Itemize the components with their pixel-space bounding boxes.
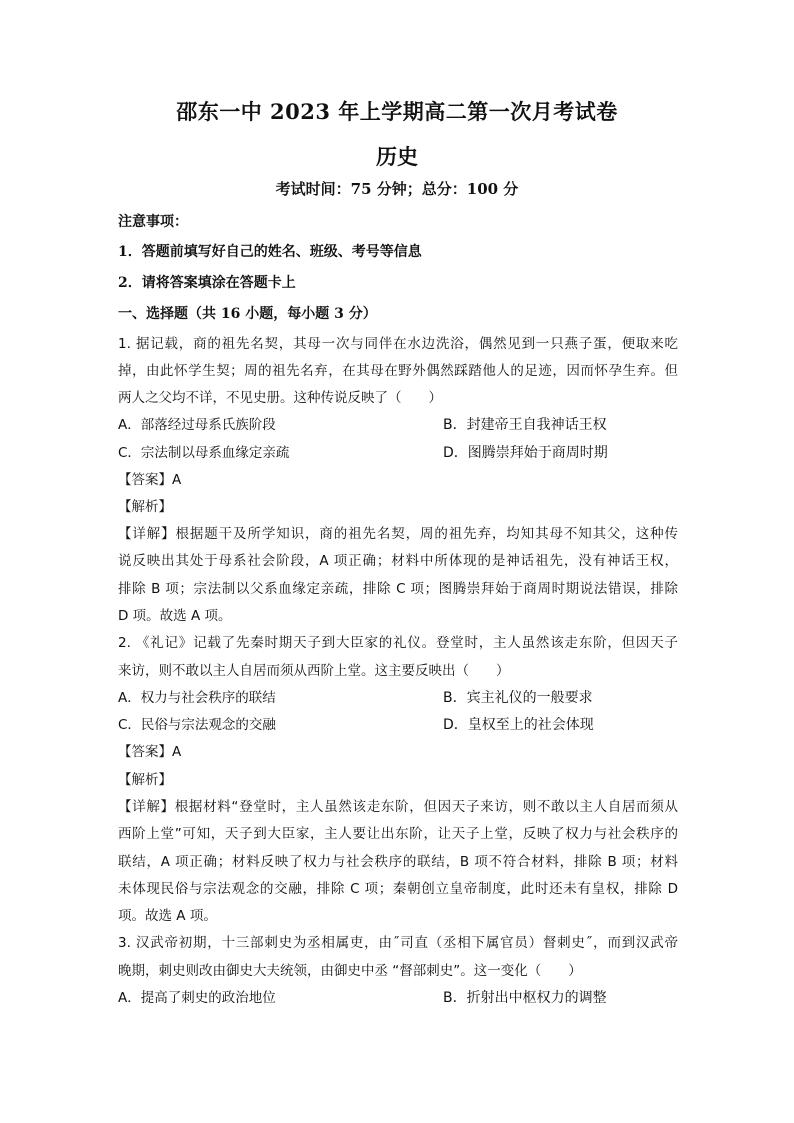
q2-stem-line: 2. 《礼记》记载了先秦时期天子到大臣家的礼仪。登堂时，主人虽然该走东阶，但因天子 — [118, 635, 678, 651]
notes-heading: 注意事项： — [118, 214, 188, 230]
q3-option-b: B．折射出中枢权力的调整 — [443, 990, 607, 1006]
q2-detail-line: 【详解】根据材料“登堂时，主人虽然该走东阶，但因天子来访，则不敢以主人自居而须从 — [118, 799, 678, 815]
q2-detail-line: 项。故选 A 项。 — [118, 908, 217, 924]
subject-title: 历史 — [376, 144, 418, 169]
q2-detail-line: 联结，A 项正确；材料反映了权力与社会秩序的联结，B 项不符合材料，排除 B 项；材料 — [118, 854, 678, 870]
q1-detail-line: 【详解】根据题干及所学知识，商的祖先名契，周的祖先弃，均知其母不知其父，这种传 — [118, 526, 678, 542]
q3-option-a: A．提高了刺史的政治地位 — [118, 990, 276, 1006]
q1-detail-line: 排除 B 项；宗法制以父系血缘定亲疏，排除 C 项；图腾崇拜始于商周时期说法错误，排除 — [118, 581, 678, 597]
notes-item-2: 2．请将答案填涂在答题卡上 — [118, 275, 296, 291]
q1-stem-line: 掉，由此怀学生契；周的祖先名弃，在其母在野外偶然踩踏他人的足迹，因而怀孕生弃。但 — [118, 363, 678, 379]
q1-analysis: 【解析】 — [118, 499, 172, 515]
section-heading: 一、选择题（共 16 小题，每小题 3 分） — [118, 306, 377, 322]
q2-answer: 【答案】A — [118, 744, 182, 760]
notes-item-1: 1．答题前填写好自己的姓名、班级、考号等信息 — [118, 244, 422, 260]
q2-detail-line: 西阶上堂”可知，天子到大臣家，主人要让出东阶，让天子上堂，反映了权力与社会秩序的 — [118, 826, 678, 842]
q2-detail-line: 未体现民俗与宗法观念的交融，排除 C 项；秦朝创立皇帝制度，此时还未有皇权，排除 D — [118, 881, 678, 897]
q1-option-b: B．封建帝王自我神话王权 — [443, 417, 607, 433]
q1-option-c: C．宗法制以母系血缘定亲疏 — [118, 445, 290, 461]
q1-stem-line: 1. 据记载，商的祖先名契，其母一次与同伴在水边洗浴，偶然见到一只燕子蛋，便取来吃 — [118, 336, 678, 352]
q1-option-d: D．图腾崇拜始于商周时期 — [443, 445, 608, 461]
q2-analysis: 【解析】 — [118, 772, 172, 788]
q2-option-a: A．权力与社会秩序的联结 — [118, 690, 276, 706]
q2-stem-line: 来访，则不敢以主人自居而须从西阶上堂。这主要反映出（ ） — [118, 663, 510, 679]
q2-option-b: B．宾主礼仪的一般要求 — [443, 690, 593, 706]
exam-title: 邵东一中 2023 年上学期高二第一次月考试卷 — [176, 99, 618, 124]
q1-option-a: A．部落经过母系氏族阶段 — [118, 417, 276, 433]
q2-option-d: D．皇权至上的社会体现 — [443, 717, 594, 733]
exam-info: 考试时间：75 分钟；总分：100 分 — [275, 180, 519, 198]
q2-option-c: C．民俗与宗法观念的交融 — [118, 717, 276, 733]
q3-stem-line: 晚期，刺史则改由御史大夫统领，由御史中丞 “督部刺史”。这一变化（ ） — [118, 963, 582, 979]
q1-answer: 【答案】A — [118, 472, 182, 488]
q1-stem-line: 两人之父均不详，不见史册。这种传说反映了（ ） — [118, 390, 442, 406]
q1-detail-line: D 项。故选 A 项。 — [118, 608, 232, 624]
q1-detail-line: 说反映出其处于母系社会阶段，A 项正确；材料中所体现的是神话祖先，没有神话王权， — [118, 553, 678, 569]
q3-stem-line: 3. 汉武帝初期，十三部刺史为丞相属吏，由˝司直（丞相下属官员）督刺史˝，而到汉武帝 — [118, 935, 678, 951]
